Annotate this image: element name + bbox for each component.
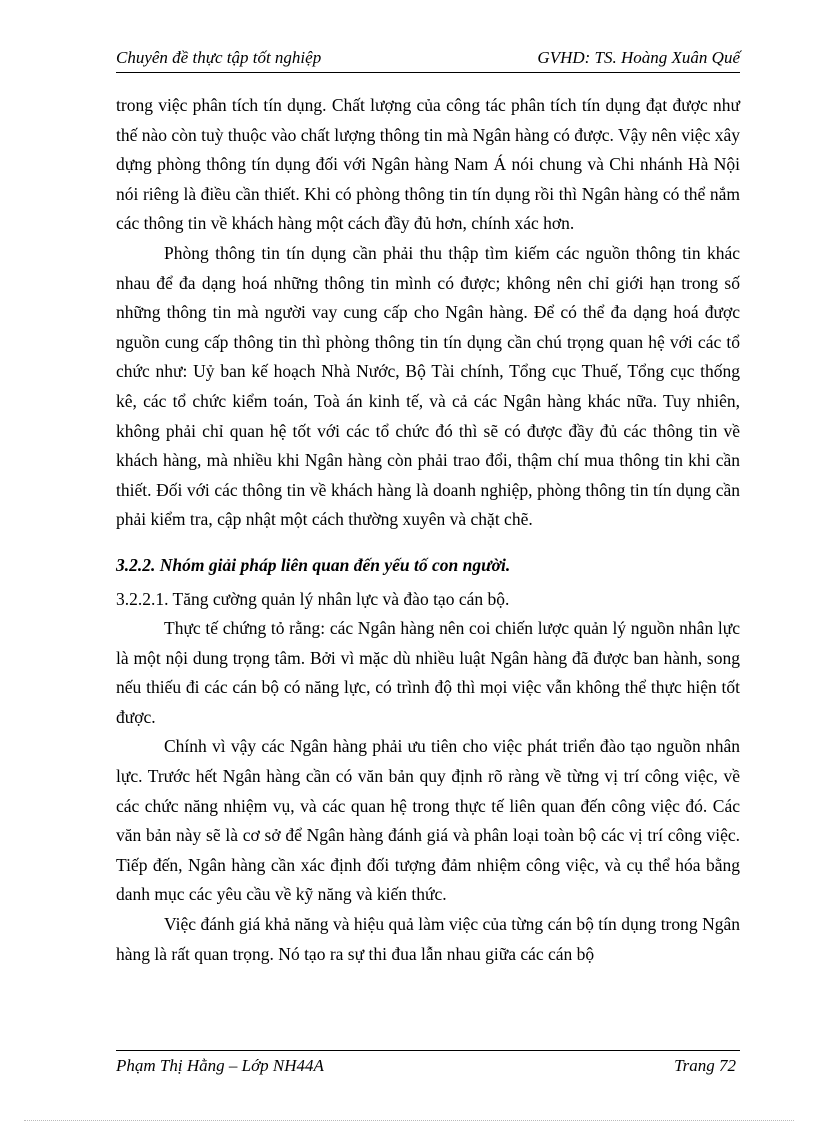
- page-number: Trang 72: [674, 1056, 736, 1075]
- footer-rule: [116, 1050, 740, 1051]
- page-header: [116, 46, 740, 72]
- footer-author: Phạm Thị Hằng – Lớp NH44A: [116, 1056, 324, 1075]
- paragraph-5: Việc đánh giá khả năng và hiệu quả làm việc của từng cán bộ tín dụng trong Ngân hàng là rất quan trọng. Nó tạo ra sự thi đua lẫn nhau giữa các cán bộ: [116, 914, 740, 964]
- page-edge-dotted-line: [24, 1120, 794, 1121]
- paragraph-4: Chính vì vậy các Ngân hàng phải ưu tiên cho việc phát triển đào tạo nguồn nhân lực. Trước hết Ngân hàng cần có văn bản quy định rõ ràng về từng vị trí công việc, về các chức năng nhiệm vụ, và các quan hệ trong thực tế liên quan đến công việc đó. Các văn bản này sẽ là cơ sở để Ngân hàng đánh giá và phân loại toàn bộ các vị trí công việc. Tiếp đến, Ngân hàng cần xác định đối tượng đảm nhiệm công việc, và cụ thể hóa bằng danh mục các yêu cầu về kỹ năng và kiến thức.: [116, 736, 740, 905]
- section-heading: 3.2.2. Nhóm giải pháp liên quan đến yếu tố con người.: [116, 554, 511, 575]
- header-title: Chuyên đề thực tập tốt nghiệp: [116, 48, 322, 67]
- paragraph-2: Phòng thông tin tín dụng cần phải thu thập tìm kiếm các nguồn thông tin khác nhau để đa dạng hoá những thông tin mình có được; không nên chỉ giới hạn trong số những thông tin mà người vay cung cấp cho Ngân hàng. Để có thể đa dạng hoá được nguồn cung cấp thông tin thì phòng thông tin tín dụng cần chú trọng quan hệ với các tổ chức như: Uỷ ban kế hoạch Nhà Nước, Bộ Tài chính, Tổng cục Thuế, Tổng cục thống kê, các tổ chức kiểm toán, Toà án kinh tế, và cả các Ngân hàng khác nữa. Tuy nhiên, không phải chỉ quan hệ tốt với các tổ chức đó thì sẽ có được đầy đủ các thông tin về khách hàng, mà nhiều khi Ngân hàng còn phải trao đổi, thậm chí mua thông tin khi cần thiết. Đối với các thông tin về khách hàng là doanh nghiệp, phòng thông tin tín dụng cần phải kiểm tra, cập nhật một cách thường xuyên và chặt chẽ.: [116, 242, 740, 530]
- paragraph-3: Thực tế chứng tỏ rằng: các Ngân hàng nên coi chiến lược quản lý nguồn nhân lực là một nội dung trọng tâm. Bởi vì mặc dù nhiều luật Ngân hàng đã được ban hành, song nếu thiếu đi các cán bộ có năng lực, có trình độ thì mọi việc vẫn không thể thực hiện tốt được.: [116, 618, 740, 727]
- header-advisor: GVHD: TS. Hoàng Xuân Quế: [537, 48, 740, 67]
- page-footer: [116, 1054, 740, 1080]
- header-rule: [116, 72, 740, 73]
- subsection-heading: 3.2.2.1. Tăng cường quản lý nhân lực và đào tạo cán bộ.: [116, 588, 510, 609]
- paragraph-1: trong việc phân tích tín dụng. Chất lượng của công tác phân tích tín dụng đạt được như thế nào còn tuỳ thuộc vào chất lượng thông tin mà Ngân hàng có được. Vậy nên việc xây dựng phòng thông tín dụng đối với Ngân hàng Nam Á nói chung và Chi nhánh Hà Nội nói riêng là điều cần thiết. Khi có phòng thông tin tín dụng rồi thì Ngân hàng có thể nắm các thông tin về khách hàng một cách đầy đủ hơn, chính xác hơn.: [116, 95, 740, 234]
- page-content: [116, 91, 740, 969]
